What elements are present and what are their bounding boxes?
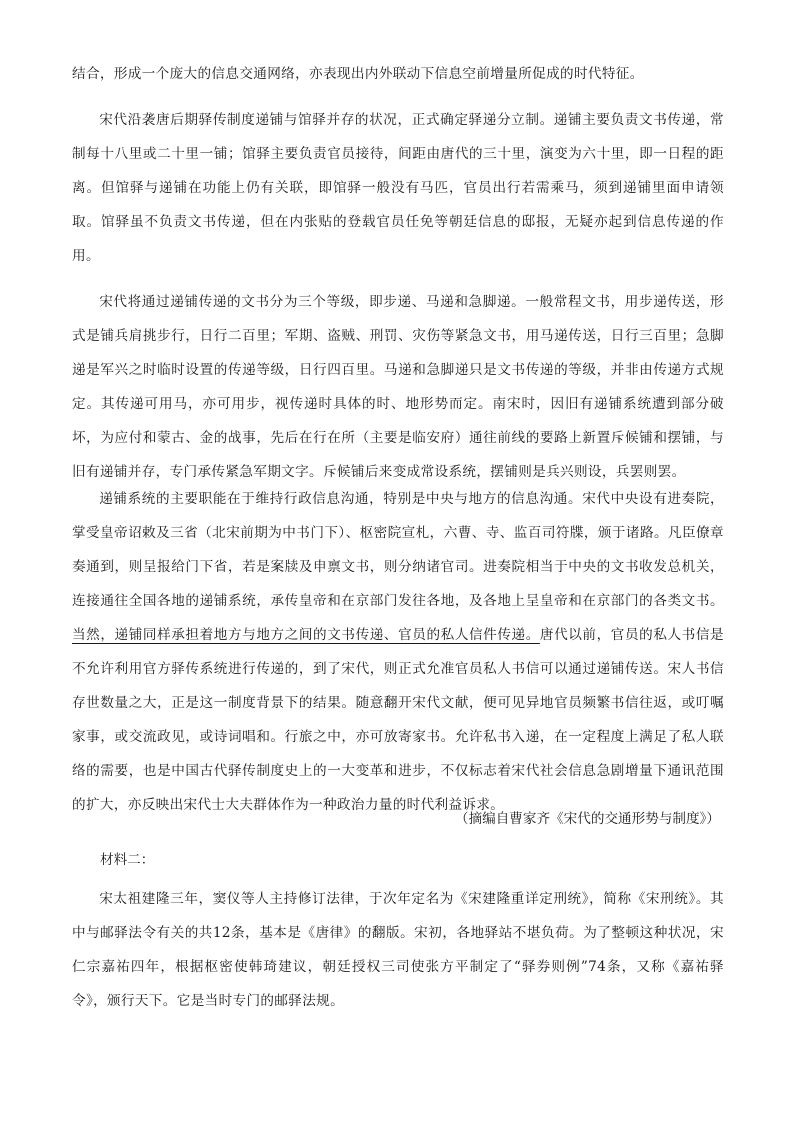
underlined-sentence: 当然，递铺同样承担着地方与地方之间的文书传递、官员的私人信件传递。: [72, 627, 540, 643]
paragraph-1: 结合，形成一个庞大的信息交通网络，亦表现出内外联动下信息空前增量所促成的时代特征。: [72, 66, 644, 82]
paragraph-4-part-2: 唐代以前，官员的私人书信是不允许利用官方驿传系统进行传递的，到了宋代，则正式允准官员私人书信可以通过递铺传送。宋人书信存世数量之大，正是这一制度背景下的结果。随意翻开宋代文献，便可见异地官员频繁书信往返，或叮嘱家事，或交流政见，或诗词唱和。行旅之中，亦可放寄家书。允许私书入递，在一定程度上满足了私人联络的需要，也是中国古代驿传制度史上的一大变革和进步，不仅标志着宋代社会信息急剧增量下通讯范围的扩大，亦反映出宋代士大夫群体作为一种政治力量的时代利益诉求。: [72, 627, 724, 813]
paragraph-4-part-1: 递铺系统的主要职能在于维持行政信息沟通，特别是中央与地方的信息沟通。宋代中央设有进奏院，掌受皇帝诏敕及三省（北宋前期为中书门下）、枢密院宣札，六曹、寺、监百司符牒，颁于诸路。凡臣僚章奏通到，则呈报给门下省，若是案牍及申禀文书，则分纳诸官司。进奏院相当于中央的文书收发总机关，连接通往全国各地的递铺系统，承传皇帝和在京部门发往各地，及各地上呈皇帝和在京部门的各类文书。: [72, 491, 724, 609]
paragraph-2: 宋代沿袭唐后期驿传制度递铺与馆驿并存的状况，正式确定驿递分立制。递铺主要负责文书传递，常制每十八里或二十里一铺；馆驿主要负责官员接待，间距由唐代的三十里，演变为六十里，即一日程的距离。但馆驿与递铺在功能上仍有关联，即馆驿一般没有马匹，官员出行若需乘马，须到递铺里面申请领取。馆驿虽不负责文书传递，但在内张贴的登载官员任免等朝廷信息的邸报，无疑亦起到信息传递的作用。: [72, 112, 724, 264]
paragraph-4: [72, 482, 724, 822]
material-2-paragraph: 宋太祖建隆三年，窦仪等人主持修订法律，于次年定名为《宋建隆重详定刑统》，简称《宋刑统》。其中与邮驿法令有关的共12条，基本是《唐律》的翻版。宋初，各地驿站不堪负荷。为了整顿这种状况，宋仁宗嘉祐四年，根据枢密使韩琦建议，朝廷授权三司使张方平制定了“驿券则例”74条，又称《嘉祐驿令》，颁行天下。它是当时专门的邮驿法规。: [72, 891, 724, 1009]
material-2-label: 材料二：: [100, 852, 155, 868]
paragraph-3: 宋代将通过递铺传递的文书分为三个等级，即步递、马递和急脚递。一般常程文书，用步递传送，形式是铺兵肩挑步行，日行二百里；军期、盗贼、刑罚、灾伤等紧急文书，用马递传送，日行三百里；急脚递是军兴之时临时设置的传递等级，日行四百里。马递和急脚递只是文书传递的等级，并非由传递方式规定。其传递可用马，亦可用步，视传递时具体的时、地形势而定。南宋时，因旧有递铺系统遭到部分破坏，为应付和蒙古、金的战事，先后在行在所（主要是临安府）通往前线的要路上新置斥候铺和摆铺，与旧有递铺并存，专门承传紧急军期文字。斥候铺后来变成常设系统，摆铺则是兵兴则设，兵罢则罢。: [72, 294, 724, 480]
source-citation: （摘编自曹家齐《宋代的交通形势与制度》）: [454, 811, 720, 827]
